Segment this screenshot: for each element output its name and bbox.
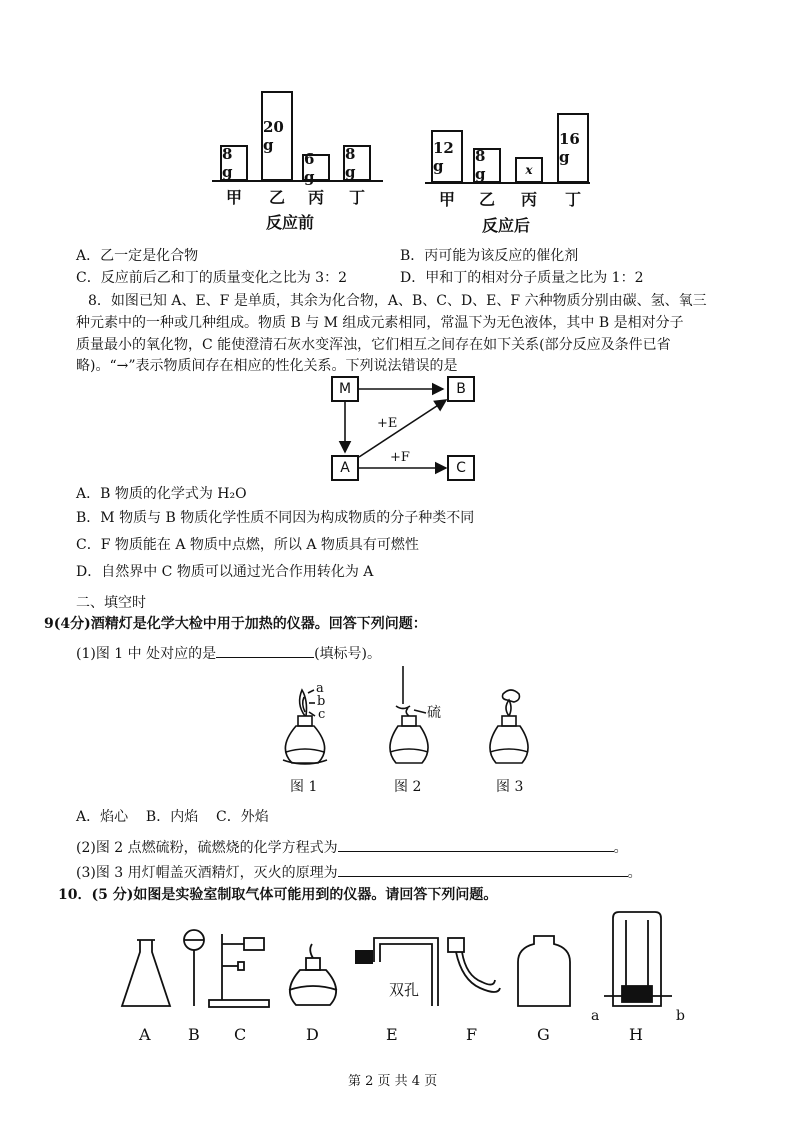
before-category-4: 丁 — [349, 188, 366, 207]
q9-sub2-end: 。 — [613, 840, 628, 856]
before-value-label-3: 6 g — [304, 149, 315, 186]
fig2-caption: 图 2 — [394, 779, 422, 795]
q7-option-b[interactable]: B．丙可能为该反应的催化剂 — [400, 248, 579, 264]
edge-label-plus-f: +F — [390, 450, 410, 465]
apparatus-label-f: F — [466, 1025, 478, 1044]
after-category-4: 丁 — [565, 190, 582, 209]
q9-stem: 9(4分)酒精灯是化学大检中用于加热的仪器。回答下列问题： — [44, 616, 427, 632]
fig3-caption: 图 3 — [496, 779, 524, 795]
before-value-label-1: 8 g — [222, 145, 233, 181]
apparatus-label-c: C — [234, 1025, 247, 1044]
apparatus-a-conical-flask — [122, 940, 170, 1006]
apparatus-h-gas-washing-bottle — [604, 912, 672, 1006]
fig1-label-a: a — [316, 681, 324, 696]
q9-flame-options: A．焰心 B．内焰 C．外焰 — [76, 809, 269, 825]
after-value-label-1: 12 g — [433, 138, 454, 175]
q8-option-b[interactable]: B．M 物质与 B 物质化学性质不同因为构成物质的分子种类不同 — [76, 510, 475, 526]
chart-after-title: 反应后 — [482, 216, 531, 235]
before-category-1: 甲 — [226, 188, 243, 207]
q7-option-c[interactable]: C．反应前后乙和丁的质量变化之比为 3：2 — [76, 270, 347, 286]
node-m: M — [331, 376, 359, 402]
fig1-label-c: c — [318, 707, 326, 722]
after-category-1: 甲 — [439, 190, 456, 209]
apparatus-label-d: D — [306, 1025, 319, 1044]
apparatus-e-stopper — [355, 950, 373, 964]
apparatus-e-double-hole-label: 双孔 — [389, 981, 420, 999]
apparatus-label-e: E — [386, 1025, 398, 1044]
apparatus-label-h: H — [629, 1025, 643, 1044]
q8-stem-line4: 略)。“→”表示物质间存在相应的性化关系。下列说法错误的是 — [76, 358, 458, 374]
fig1-caption: 图 1 — [290, 779, 318, 795]
apparatus-label-a: A — [139, 1025, 151, 1044]
after-category-3: 丙 — [521, 190, 538, 209]
apparatus-b-funnel — [184, 930, 204, 1006]
apparatus-d-alcohol-lamp — [289, 944, 337, 1005]
node-a: A — [331, 455, 359, 481]
node-b: B — [447, 376, 475, 402]
q9-sub3-text: (3)图 3 用灯帽盖灭酒精灯，灭火的原理为 — [76, 865, 338, 881]
q7-option-a[interactable]: A．乙一定是化合物 — [76, 248, 199, 264]
q10-stem: 10．(5 分)如图是实验室制取气体可能用到的仪器。请回答下列问题。 — [58, 887, 498, 903]
before-category-2: 乙 — [269, 188, 286, 207]
q7-option-d[interactable]: D．甲和丁的相对分子质量之比为 1：2 — [400, 270, 644, 286]
after-value-label-4: 16 g — [559, 129, 580, 166]
q8-option-d[interactable]: D．自然界中 C 物质可以通过光合作用转化为 A — [76, 564, 374, 580]
apparatus-h-port-b: b — [676, 1008, 685, 1024]
page-footer: 第 2 页 共 4 页 — [348, 1074, 438, 1089]
after-value-label-2: 8 g — [475, 147, 486, 184]
edge-label-plus-e: +E — [377, 416, 398, 431]
apparatus-label-g: G — [537, 1025, 550, 1044]
q9-sub1-text: (1)图 1 中 处对应的是 — [76, 646, 217, 662]
apparatus-c-iron-stand — [209, 934, 269, 1007]
before-value-label-4: 8 g — [345, 145, 356, 181]
q9-sub1-tail: (填标号)。 — [314, 646, 382, 662]
before-category-3: 丙 — [308, 188, 325, 207]
q8-stem-line2: 种元素中的一种或几种组成。物质 B 与 M 组成元素相同，常温下为无色液体，其中 B 是相对分子 — [76, 315, 684, 331]
fig2-sulfur-label: 硫 — [427, 705, 441, 721]
apparatus-g-gas-jar — [518, 936, 570, 1006]
chart-before-title: 反应前 — [266, 213, 315, 232]
node-c: C — [447, 455, 475, 481]
q8-option-c[interactable]: C．F 物质能在 A 物质中点燃，所以 A 物质具有可燃性 — [76, 537, 419, 553]
q9-sub3-end: 。 — [627, 865, 642, 881]
q8-stem-line1: 8．如图已知 A、E、F 是单质，其余为化合物，A、B、C、D、E、F 六种物质分别由碳、氢、氧三 — [88, 293, 707, 309]
apparatus-h-port-a: a — [591, 1008, 600, 1024]
q8-option-a[interactable]: A．B 物质的化学式为 H₂O — [76, 486, 247, 502]
q9-sub2-text: (2)图 2 点燃硫粉，硫燃烧的化学方程式为 — [76, 840, 338, 856]
section-2-heading: 二、填空时 — [76, 595, 146, 611]
after-category-2: 乙 — [479, 190, 496, 209]
after-value-label-3: x — [525, 162, 533, 177]
before-value-label-2: 20 g — [263, 118, 284, 154]
fig1-label-b: b — [317, 694, 326, 709]
q8-stem-line3: 质量最小的氧化物，C 能使澄清石灰水变浑浊，它们相互之间存在如下关系(部分反应及条件已省 — [76, 337, 671, 353]
apparatus-label-b: B — [188, 1025, 200, 1044]
apparatus-f-stopper-tube — [448, 938, 500, 992]
